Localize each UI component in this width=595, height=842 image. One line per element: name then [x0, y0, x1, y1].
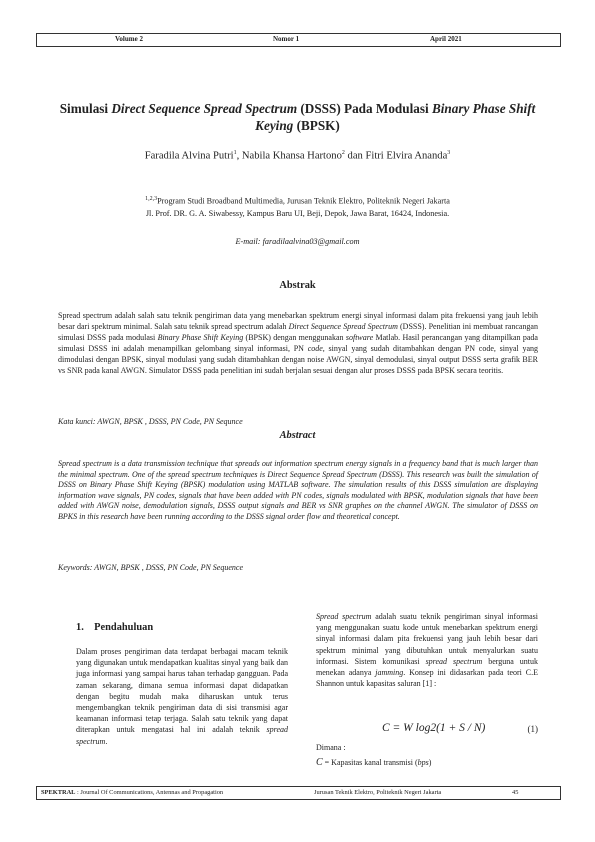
definition-c: [316, 757, 431, 768]
paper-title: [40, 100, 555, 134]
left-text: spread spectrum: [76, 725, 288, 746]
title-part: Direct Sequence Spread Spectrum: [111, 101, 298, 116]
abstrak-text: sinyal yang sudah ditambahkan dengan PN code, sinyal yang dimodulasi dengan BPSK, sinyal modulasi yang sudah ditambahkan dengan noise AWGN, sinyal demodulasi, sinyal output DSSS serta grafik BER vs SNR pada kanal AWGN. Simulator DSSS pada penelitian ini sudah berjalan sesuai dengan alur proses DSSS pada BPSK secara teoritis.: [58, 344, 539, 375]
author-list: [40, 150, 555, 162]
abstrak-body: [58, 310, 538, 376]
affiliation-line: Program Studi Broadband Multimedia, Jurusan Teknik Elektro, Politeknik Negeri Jakarta: [157, 196, 450, 206]
equation-number: (1): [527, 724, 538, 734]
definition-text: ): [428, 758, 432, 767]
abstrak-text: Spread spectrum adalah salah satu teknik pengiriman data yang menebarkan spektrum energi sinyal informasi dalam pita frekuensi yang jauh lebih besar dari spektrum minimal. Salah satu teknik spread spectrum adalah: [58, 311, 538, 331]
author-sup: 2: [341, 150, 345, 156]
footer-journal: [41, 789, 223, 796]
affiliation-line: Jl. Prof. DR. G. A. Siwabessy, Kampus Baru UI, Beji, Depok, Jawa Barat, 16424, Indonesia.: [145, 209, 450, 219]
abstrak-text: (BPSK) dengan menggunakan: [243, 333, 346, 342]
right-text: spread spectrum: [425, 656, 483, 666]
abstract-heading: Abstract: [279, 430, 316, 441]
title-part: (DSSS) Pada Modulasi: [297, 101, 432, 116]
section-heading: 1. Pendahuluan: [76, 622, 154, 633]
author-name: Faradila Alvina Putri: [144, 150, 234, 162]
left-text: Dalam proses pengiriman data terdapat berbagai macam teknik yang digunakan untuk mendapatkan kualitas sinyal yang baik dan juga informasi yang sampai harus tahan terhadap gangguan. Pada zaman sekarang, dimana semua informasi dapat didapatkan dengan begitu mudah maka diharuskan untuk terus mengembangkan teknik pengiriman data di sisi transmisi agar keamanan informasi tetap terjaga. Salah satu teknik yang dapat diterapkan untuk mengatasi hal ini adalah teknik: [76, 647, 288, 735]
footer-dept: Jurusan Teknik Elektro, Politeknik Negeri Jakarta: [314, 788, 442, 796]
abstrak-heading: Abstrak: [279, 280, 316, 291]
abstrak-text: code,: [307, 344, 325, 353]
author-email[interactable]: E-mail: faradilaalvina03@gmail.com: [235, 237, 360, 246]
header-volume: Volume 2: [115, 35, 143, 43]
title-part: (BPSK): [293, 118, 340, 133]
running-header: [36, 33, 561, 47]
equation-1: [316, 722, 538, 740]
right-text: berguna untuk menekan adanya: [316, 656, 539, 678]
dimana-label: Dimana :: [316, 743, 346, 752]
author-sup: 3: [447, 150, 451, 156]
title-part: Binary Phase Shift Keying: [255, 101, 536, 133]
equation-formula: C = W log2(1 + S / N): [382, 722, 486, 734]
definition-text: = Kapasitas kanal transmisi (: [322, 758, 418, 767]
abstrak-text: Binary Phase Shift Keying: [157, 333, 244, 342]
right-column-text: [316, 611, 538, 689]
abstrak-text: (DSSS). Penelitian ini membuat rancangan simulasi DSSS pada modulasi: [58, 322, 538, 342]
left-column-text: [76, 646, 288, 747]
author-name: , Nabila Khansa Hartono: [236, 150, 342, 162]
abstrak-text: Direct Sequence Spread Spectrum: [288, 322, 398, 331]
definition-symbol: C: [316, 757, 323, 768]
kata-kunci: Kata kunci: AWGN, BPSK , DSSS, PN Code, PN Sequnce: [58, 417, 243, 426]
footer-journal-subtitle: : Journal Of Communications, Antennas and Propagation: [75, 788, 224, 796]
affiliation-sup: 1,2,3: [145, 196, 158, 202]
author-name: dan Fitri Elvira Ananda: [344, 150, 448, 162]
abstrak-text: software: [345, 333, 374, 342]
title-part: Simulasi: [59, 101, 112, 116]
keywords: Keywords: AWGN, BPSK , DSSS, PN Code, PN Sequence: [58, 563, 244, 572]
header-nomor: Nomor 1: [273, 35, 300, 43]
footer-journal-name: SPEKTRAL: [41, 788, 76, 796]
author-sup: 1: [233, 150, 237, 156]
abstrak-text: Matlab. Hasil perancangan yang ditampilkan pada simulasi DSSS ini adalah menampilkan gelombang sinyal informasi, PN: [58, 333, 538, 353]
left-text: .: [105, 736, 108, 746]
page-number: 45: [512, 788, 519, 796]
definition-unit: bps: [417, 758, 429, 767]
right-text: adalah suatu teknik pengiriman sinyal informasi yang menggunakan suatu kode untuk menebarkan spektrum energi sinyal informasi dalam pita frekuensi yang jauh lebih besar dari spektrum minimal yang dibutuhkan untuk menyalurkan suatu informasi. Sistem komunikasi: [316, 612, 538, 666]
right-text: . Konsep ini didasarkan pada teori C.E Shannon untuk kapasitas saluran [1] :: [316, 668, 538, 689]
right-text: Spread spectrum: [316, 612, 372, 621]
affiliation: [40, 193, 555, 221]
header-date: April 2021: [430, 35, 462, 43]
running-footer: [36, 786, 561, 800]
abstract-body: Spread spectrum is a data transmission technique that spreads out information spectrum energy signals in a frequency band that is much larger than the minimal spectrum. One of the spread spectrum techniques is Direct Sequence Spread Spectrum (DSSS). This research was built the simulation of DSSS on Binary Phase Shift Keying (BPSK) modulation using MATLAB software. The simulation results of this DSSS simulation are displaying information wave signals, PN codes, signals that have been added with PN codes, signals modulated with BPSK, modulation signals that have been added with AWGN noise, demodulation signals, DSSS output signals and BER vs SNR graphes on the channel AWGN. The simulator of DSSS on BPKS in this research have been running according to the DSSS signal order flow and theoretical concept.: [58, 459, 538, 521]
right-text: jamming: [375, 668, 404, 678]
